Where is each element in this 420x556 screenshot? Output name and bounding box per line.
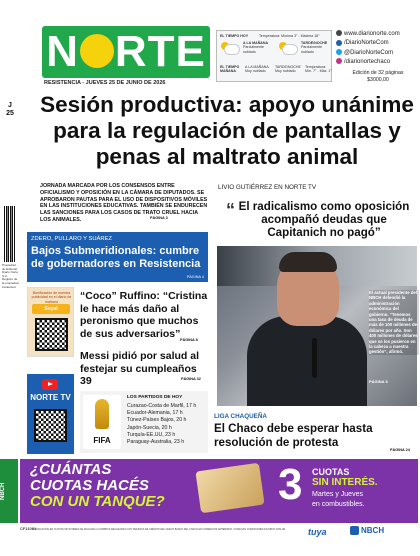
photo-body [247, 316, 367, 406]
credit-card-icon [195, 463, 264, 513]
lead-page: PÁGINA 3 [150, 216, 168, 220]
story-title: Bajos Submeridionales: cumbre de gobernadores en Resistencia [31, 245, 201, 270]
photo-caption-page: PÁGINA 5 [369, 379, 388, 384]
norte-tv-box[interactable] [27, 374, 74, 454]
story-page: PÁGINA 4 [186, 275, 204, 279]
weather-box [216, 30, 332, 82]
list-item: Turquía-EE.UU, 23 h [127, 431, 176, 438]
weather-afternoon-desc: Parcialmente nublado [301, 45, 322, 54]
ad-days: Martes y Jueves [312, 491, 363, 498]
soyal-logo: Soyal [32, 304, 70, 314]
ad-sin-interes: SIN INTERÉS. [312, 477, 378, 488]
cloud-icon [283, 45, 297, 54]
messi-story-page: PÁGINA 32 [181, 377, 201, 381]
main-headline[interactable]: Sesión productiva: apoyo unánime para la regulación de pantallas y penas al maltrato animal [40, 92, 414, 169]
globe-icon [336, 30, 342, 36]
weather-temp: Temperatura: Mínima 3° - Máxima 18° [259, 34, 320, 38]
story-kicker: ZDERO, PULLARO Y SUÁREZ [31, 236, 112, 242]
liga-kicker: LIGA CHAQUEÑA [214, 413, 267, 420]
world-cup-trophy-icon [95, 399, 109, 429]
logo-text: N RTE [46, 27, 206, 76]
weather-tomorrow-label: EL TIEMPO MAÑANA [220, 65, 240, 74]
coco-story-page: PÁGINA 8 [180, 338, 198, 342]
ad-fuel: en combustibles. [312, 501, 365, 508]
messi-story-title[interactable]: Messi pidió por salud al festejar su cumpleaños 39 [80, 350, 200, 387]
ad-number: 3 [278, 460, 303, 509]
matches-box [80, 391, 208, 453]
nbch-logo [350, 526, 416, 538]
social-link-facebook[interactable]: /DiarioNorteCom [336, 39, 420, 48]
social-links [336, 30, 420, 67]
nbch-logo-text: NBCH [361, 526, 385, 535]
qr-code-icon[interactable] [34, 409, 67, 442]
date-badge [3, 102, 17, 118]
list-item: Paraguay-Australia, 23 h [127, 439, 185, 446]
governors-story[interactable] [27, 232, 208, 282]
nbch-fuel-ad[interactable] [20, 459, 418, 523]
liga-story-page: PÁGINA 24 [390, 448, 410, 452]
list-item: Ecuador-Alemania, 17 h [127, 410, 183, 417]
footer-legal-text: BONIFICACIÓN EN CUOTAS SIN INTERÉS SE APLICARÁ A COMPRAS REALIZADAS CON TARJETAS DE CRÉDITO DEL NUEVO BANCO DEL CHACO EN COMERCIOS ADHERIDOS. CONSULTE CONDICIONES EN NBCH.COM.AR [32, 528, 286, 531]
microphone-icon [312, 338, 317, 378]
photo-caption: El actual presidente del NBCH defendió la administración económica del gobierno. “Tenemos una tasa de deuda de más de 100 millones de dólares por año. Son 400 millones de dólares que se los pusieron en la cabeza a nuestra gestión”, afirmó. [369, 290, 418, 355]
quote-mark-icon: “ [226, 200, 235, 220]
date-day: 25 [6, 110, 14, 117]
weather-afternoon-label: TARDE/NOCHE [301, 41, 328, 45]
ad-text: Bonificación de nuestra publicidad en el diario de mañana [31, 291, 72, 304]
list-item: Túnez-Países Bajos, 20 h [127, 417, 187, 424]
page-count: Edición de 32 páginas [352, 70, 404, 76]
footer-id: CF11001 [20, 526, 37, 531]
barcode [4, 206, 15, 262]
sun-icon [80, 34, 114, 68]
matches-list [127, 403, 207, 446]
photo-hair [279, 252, 337, 272]
weather-tomorrow-afternoon: TARDE/NOCHE Muy nublado [275, 65, 301, 74]
list-item: Japón-Suecia, 20 h [127, 424, 172, 431]
norte-tv-label: NORTE TV [30, 393, 71, 402]
social-link-twitter[interactable]: @DiarioNorteCom [336, 49, 420, 58]
twitter-icon [336, 49, 342, 55]
youtube-play-icon [42, 379, 58, 390]
sidebar-info: Propiedad de Editorial Diario Norte S.A. Registro de la propiedad intelectual [2, 263, 19, 289]
liga-story-title[interactable]: El Chaco debe esperar hasta resolución de protesta [214, 422, 373, 449]
interview-quote[interactable]: El radicalismo como oposición acompañó deudas que Capitanich no pagó” [238, 200, 410, 239]
nbch-side-strip: NBCH [0, 459, 18, 523]
weather-tomorrow-morning: A LA MAÑANA Muy nublado [245, 65, 269, 74]
tuya-logo: tuya [308, 527, 327, 537]
price: $3000,00 [367, 77, 389, 83]
list-item: Curazao-Costa de Marfil, 17 h [127, 403, 197, 409]
lead-text: JORNADA MARCADA POR LOS CONSENSOS ENTRE OFICIALISMO Y OPOSICIÓN EN LA CÁMARA DE DIPUTADOS. SE APROBARON PAUTAS PARA EL USO DE DISPOSITIVOS MÓVILES EN LAS INSTITUCIONES EDUCATIVAS. TAMBIÉN SE ENDURECEN LAS SANCIONES PARA LOS CASOS DE TRATO CRUEL HACIA LOS ANIMALES. [40, 183, 208, 223]
matches-title: LOS PARTIDOS DE HOY [127, 395, 183, 400]
fifa-logo [83, 395, 121, 449]
nbch-mark-icon [350, 526, 359, 535]
weather-morning-label: A LA MAÑANA [243, 41, 269, 45]
ad-cuotas: CUOTAS [312, 467, 350, 477]
ad-line-3: CON UN TANQUE? [30, 493, 165, 510]
weather-morning-desc: Parcialmente nublado [243, 45, 264, 54]
social-link-web[interactable]: www.diarionorte.com [336, 30, 420, 39]
social-link-instagram[interactable]: /diarionortechaco [336, 58, 420, 67]
facebook-icon [336, 40, 342, 46]
qr-code-icon[interactable] [35, 318, 68, 351]
interview-kicker: LIVIO GUTIÉRREZ EN NORTE TV [218, 184, 317, 191]
norte-logo[interactable] [42, 26, 210, 78]
soyal-ad[interactable] [27, 287, 74, 357]
ad-line-2: CUOTAS HACÉS [30, 477, 149, 494]
instagram-icon [336, 58, 342, 64]
weather-title: EL TIEMPO HOY [220, 34, 249, 38]
edition-line: RESISTENCIA - JUEVES 25 DE JUNIO DE 2026 [44, 80, 166, 86]
coco-story-title[interactable]: “Coco” Ruffino: “Cristina le hace más daño al peronismo que muchos de sus adversarios” [80, 290, 208, 340]
cloud-icon [225, 45, 239, 54]
edition-info [338, 70, 418, 84]
date-month: J [8, 102, 12, 109]
fifa-text: FIFA [93, 436, 111, 445]
ad-line-1: ¿CUÁNTAS [30, 461, 112, 478]
weather-tomorrow-temp: Temperatura: Mín. 7° - Máx. 1° [305, 65, 332, 74]
